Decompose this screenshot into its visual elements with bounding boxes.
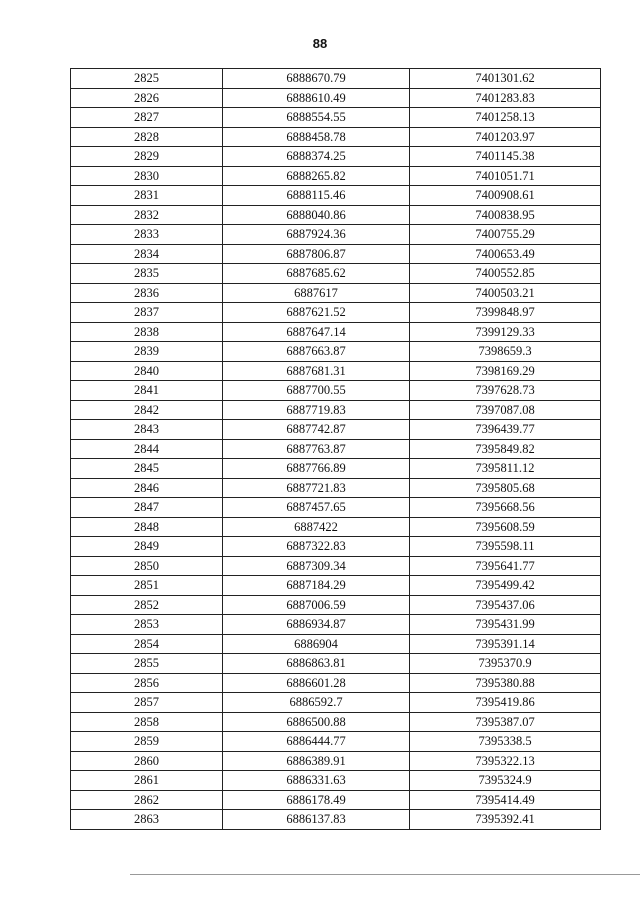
- x-coordinate-cell: 6888610.49: [223, 88, 410, 108]
- y-coordinate-cell: 7396439.77: [410, 420, 601, 440]
- x-coordinate-cell: 6887422: [223, 517, 410, 537]
- x-coordinate-cell: 6888554.55: [223, 108, 410, 128]
- y-coordinate-cell: 7395849.82: [410, 439, 601, 459]
- y-coordinate-cell: 7395641.77: [410, 556, 601, 576]
- y-coordinate-cell: 7395414.49: [410, 790, 601, 810]
- y-coordinate-cell: 7395668.56: [410, 498, 601, 518]
- y-coordinate-cell: 7395598.11: [410, 537, 601, 557]
- x-coordinate-cell: 6887766.89: [223, 459, 410, 479]
- point-number-cell: 2859: [71, 732, 223, 752]
- x-coordinate-cell: 6887309.34: [223, 556, 410, 576]
- point-number-cell: 2835: [71, 264, 223, 284]
- table-row: [71, 498, 601, 518]
- x-coordinate-cell: 6886178.49: [223, 790, 410, 810]
- y-coordinate-cell: 7395338.5: [410, 732, 601, 752]
- y-coordinate-cell: 7397628.73: [410, 381, 601, 401]
- table-row: [71, 810, 601, 830]
- table-row: [71, 166, 601, 186]
- y-coordinate-cell: 7395324.9: [410, 771, 601, 791]
- coordinates-table: [70, 68, 601, 830]
- table-row: [71, 673, 601, 693]
- point-number-cell: 2843: [71, 420, 223, 440]
- table-row: [71, 751, 601, 771]
- table-row: [71, 517, 601, 537]
- point-number-cell: 2836: [71, 283, 223, 303]
- y-coordinate-cell: 7401203.97: [410, 127, 601, 147]
- point-number-cell: 2831: [71, 186, 223, 206]
- point-number-cell: 2863: [71, 810, 223, 830]
- point-number-cell: 2826: [71, 88, 223, 108]
- point-number-cell: 2848: [71, 517, 223, 537]
- x-coordinate-cell: 6886863.81: [223, 654, 410, 674]
- x-coordinate-cell: 6887924.36: [223, 225, 410, 245]
- y-coordinate-cell: 7401145.38: [410, 147, 601, 167]
- point-number-cell: 2847: [71, 498, 223, 518]
- table-row: [71, 459, 601, 479]
- table-row: [71, 205, 601, 225]
- table-row: [71, 147, 601, 167]
- y-coordinate-cell: 7397087.08: [410, 400, 601, 420]
- x-coordinate-cell: 6887685.62: [223, 264, 410, 284]
- table-row: [71, 537, 601, 557]
- table-row: [71, 634, 601, 654]
- table-row: [71, 615, 601, 635]
- table-row: [71, 264, 601, 284]
- x-coordinate-cell: 6886904: [223, 634, 410, 654]
- table-row: [71, 342, 601, 362]
- x-coordinate-cell: 6887806.87: [223, 244, 410, 264]
- table-row: [71, 244, 601, 264]
- x-coordinate-cell: 6886137.83: [223, 810, 410, 830]
- y-coordinate-cell: 7395431.99: [410, 615, 601, 635]
- table-row: [71, 478, 601, 498]
- x-coordinate-cell: 6887322.83: [223, 537, 410, 557]
- x-coordinate-cell: 6888115.46: [223, 186, 410, 206]
- point-number-cell: 2862: [71, 790, 223, 810]
- table-row: [71, 790, 601, 810]
- table-row: [71, 732, 601, 752]
- x-coordinate-cell: 6886601.28: [223, 673, 410, 693]
- table-row: [71, 420, 601, 440]
- x-coordinate-cell: 6888265.82: [223, 166, 410, 186]
- x-coordinate-cell: 6888670.79: [223, 69, 410, 89]
- x-coordinate-cell: 6886389.91: [223, 751, 410, 771]
- table-row: [71, 361, 601, 381]
- table-row: [71, 69, 601, 89]
- point-number-cell: 2839: [71, 342, 223, 362]
- point-number-cell: 2856: [71, 673, 223, 693]
- table-row: [71, 283, 601, 303]
- x-coordinate-cell: 6887617: [223, 283, 410, 303]
- point-number-cell: 2858: [71, 712, 223, 732]
- point-number-cell: 2833: [71, 225, 223, 245]
- table-row: [71, 322, 601, 342]
- y-coordinate-cell: 7398169.29: [410, 361, 601, 381]
- y-coordinate-cell: 7395608.59: [410, 517, 601, 537]
- x-coordinate-cell: 6886331.63: [223, 771, 410, 791]
- x-coordinate-cell: 6887719.83: [223, 400, 410, 420]
- x-coordinate-cell: 6886444.77: [223, 732, 410, 752]
- table-row: [71, 127, 601, 147]
- point-number-cell: 2845: [71, 459, 223, 479]
- point-number-cell: 2840: [71, 361, 223, 381]
- table-row: [71, 381, 601, 401]
- point-number-cell: 2861: [71, 771, 223, 791]
- x-coordinate-cell: 6887457.65: [223, 498, 410, 518]
- y-coordinate-cell: 7399129.33: [410, 322, 601, 342]
- x-coordinate-cell: 6887663.87: [223, 342, 410, 362]
- table-row: [71, 108, 601, 128]
- x-coordinate-cell: 6886500.88: [223, 712, 410, 732]
- point-number-cell: 2850: [71, 556, 223, 576]
- table-row: [71, 225, 601, 245]
- point-number-cell: 2837: [71, 303, 223, 323]
- x-coordinate-cell: 6887700.55: [223, 381, 410, 401]
- point-number-cell: 2834: [71, 244, 223, 264]
- y-coordinate-cell: 7395499.42: [410, 576, 601, 596]
- table-row: [71, 556, 601, 576]
- y-coordinate-cell: 7400552.85: [410, 264, 601, 284]
- x-coordinate-cell: 6887681.31: [223, 361, 410, 381]
- bottom-rule: [130, 874, 640, 875]
- point-number-cell: 2842: [71, 400, 223, 420]
- y-coordinate-cell: 7395437.06: [410, 595, 601, 615]
- table-row: [71, 693, 601, 713]
- y-coordinate-cell: 7400755.29: [410, 225, 601, 245]
- x-coordinate-cell: 6887763.87: [223, 439, 410, 459]
- y-coordinate-cell: 7400653.49: [410, 244, 601, 264]
- point-number-cell: 2854: [71, 634, 223, 654]
- table-row: [71, 439, 601, 459]
- y-coordinate-cell: 7401301.62: [410, 69, 601, 89]
- y-coordinate-cell: 7400908.61: [410, 186, 601, 206]
- x-coordinate-cell: 6887647.14: [223, 322, 410, 342]
- y-coordinate-cell: 7395380.88: [410, 673, 601, 693]
- x-coordinate-cell: 6888458.78: [223, 127, 410, 147]
- table-row: [71, 88, 601, 108]
- point-number-cell: 2853: [71, 615, 223, 635]
- y-coordinate-cell: 7395387.07: [410, 712, 601, 732]
- x-coordinate-cell: 6887184.29: [223, 576, 410, 596]
- table-row: [71, 771, 601, 791]
- y-coordinate-cell: 7395811.12: [410, 459, 601, 479]
- point-number-cell: 2829: [71, 147, 223, 167]
- point-number-cell: 2827: [71, 108, 223, 128]
- x-coordinate-cell: 6888374.25: [223, 147, 410, 167]
- y-coordinate-cell: 7395419.86: [410, 693, 601, 713]
- page-number: 88: [312, 36, 328, 51]
- point-number-cell: 2851: [71, 576, 223, 596]
- x-coordinate-cell: 6886592.7: [223, 693, 410, 713]
- x-coordinate-cell: 6887742.87: [223, 420, 410, 440]
- table-row: [71, 576, 601, 596]
- point-number-cell: 2849: [71, 537, 223, 557]
- table-row: [71, 654, 601, 674]
- point-number-cell: 2825: [71, 69, 223, 89]
- y-coordinate-cell: 7395805.68: [410, 478, 601, 498]
- point-number-cell: 2830: [71, 166, 223, 186]
- point-number-cell: 2846: [71, 478, 223, 498]
- point-number-cell: 2860: [71, 751, 223, 771]
- y-coordinate-cell: 7395322.13: [410, 751, 601, 771]
- point-number-cell: 2832: [71, 205, 223, 225]
- y-coordinate-cell: 7398659.3: [410, 342, 601, 362]
- x-coordinate-cell: 6887006.59: [223, 595, 410, 615]
- table-row: [71, 400, 601, 420]
- x-coordinate-cell: 6886934.87: [223, 615, 410, 635]
- table-row: [71, 595, 601, 615]
- point-number-cell: 2841: [71, 381, 223, 401]
- point-number-cell: 2857: [71, 693, 223, 713]
- y-coordinate-cell: 7401051.71: [410, 166, 601, 186]
- x-coordinate-cell: 6887721.83: [223, 478, 410, 498]
- coordinates-table-body: [71, 69, 601, 830]
- y-coordinate-cell: 7395391.14: [410, 634, 601, 654]
- y-coordinate-cell: 7400838.95: [410, 205, 601, 225]
- table-row: [71, 186, 601, 206]
- x-coordinate-cell: 6887621.52: [223, 303, 410, 323]
- y-coordinate-cell: 7401283.83: [410, 88, 601, 108]
- point-number-cell: 2828: [71, 127, 223, 147]
- point-number-cell: 2852: [71, 595, 223, 615]
- y-coordinate-cell: 7400503.21: [410, 283, 601, 303]
- table-row: [71, 712, 601, 732]
- point-number-cell: 2855: [71, 654, 223, 674]
- y-coordinate-cell: 7401258.13: [410, 108, 601, 128]
- point-number-cell: 2838: [71, 322, 223, 342]
- y-coordinate-cell: 7395370.9: [410, 654, 601, 674]
- y-coordinate-cell: 7399848.97: [410, 303, 601, 323]
- point-number-cell: 2844: [71, 439, 223, 459]
- y-coordinate-cell: 7395392.41: [410, 810, 601, 830]
- table-row: [71, 303, 601, 323]
- x-coordinate-cell: 6888040.86: [223, 205, 410, 225]
